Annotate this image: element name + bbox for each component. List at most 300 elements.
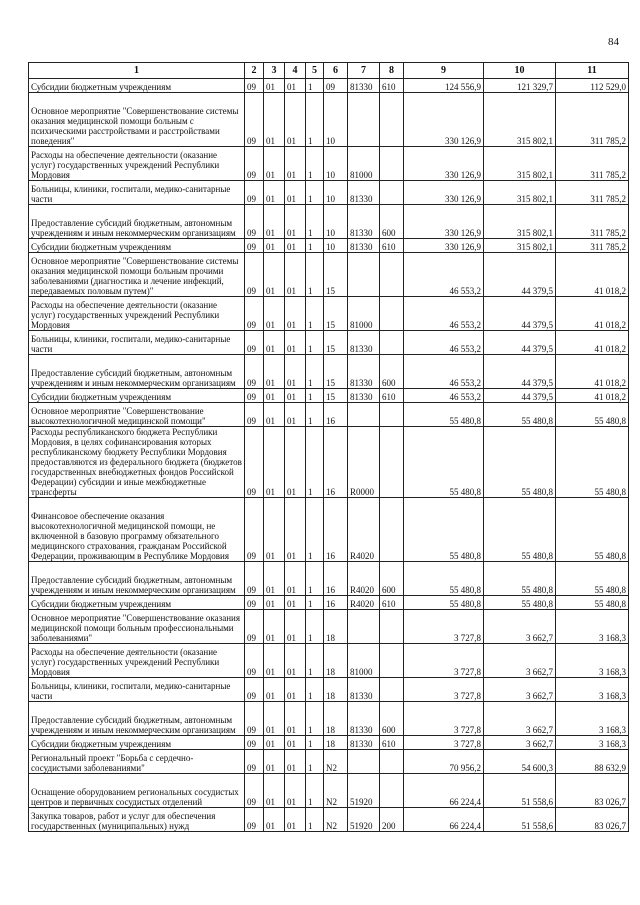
row-target-article bbox=[348, 750, 380, 774]
row-description: Расходы на обеспечение деятельности (оказание услуг) государственных учреждений Республики Мордовия bbox=[29, 644, 245, 678]
table-row bbox=[29, 181, 629, 205]
row-amount-year-1: 66 224,4 bbox=[404, 774, 484, 808]
table-body bbox=[29, 79, 629, 832]
row-subsection: 01 bbox=[285, 702, 306, 736]
row-amount-year-1: 46 553,2 bbox=[404, 297, 484, 331]
row-ministry: 09 bbox=[245, 403, 264, 427]
row-section: 01 bbox=[264, 644, 285, 678]
row-subsection: 01 bbox=[285, 79, 306, 93]
row-section: 01 bbox=[264, 239, 285, 253]
row-amount-year-2: 3 662,7 bbox=[484, 678, 556, 702]
row-amount-year-1: 55 480,8 bbox=[404, 596, 484, 610]
row-target-article: 81330 bbox=[348, 239, 380, 253]
row-target-article bbox=[348, 610, 380, 644]
row-subsection: 01 bbox=[285, 239, 306, 253]
row-target-article: 81330 bbox=[348, 205, 380, 239]
row-amount-year-3: 55 480,8 bbox=[556, 403, 629, 427]
row-amount-year-3: 3 168,3 bbox=[556, 702, 629, 736]
row-ministry: 09 bbox=[245, 93, 264, 147]
row-expense-type: 200 bbox=[380, 808, 404, 832]
row-target-article: 81330 bbox=[348, 79, 380, 93]
row-ministry: 09 bbox=[245, 736, 264, 750]
row-ministry: 09 bbox=[245, 389, 264, 403]
row-ministry: 09 bbox=[245, 355, 264, 389]
row-program: 1 bbox=[306, 427, 324, 498]
row-program: 1 bbox=[306, 355, 324, 389]
row-ministry: 09 bbox=[245, 702, 264, 736]
row-program: 1 bbox=[306, 678, 324, 702]
row-amount-year-2: 315 802,1 bbox=[484, 239, 556, 253]
row-subsection: 01 bbox=[285, 736, 306, 750]
row-amount-year-3: 311 785,2 bbox=[556, 239, 629, 253]
budget-table bbox=[28, 62, 629, 832]
row-target-article: R0000 bbox=[348, 427, 380, 498]
row-section: 01 bbox=[264, 297, 285, 331]
row-program: 1 bbox=[306, 93, 324, 147]
table-row bbox=[29, 427, 629, 498]
row-target-article bbox=[348, 253, 380, 297]
row-target-article: 81330 bbox=[348, 678, 380, 702]
row-amount-year-2: 3 662,7 bbox=[484, 702, 556, 736]
row-amount-year-2: 3 662,7 bbox=[484, 644, 556, 678]
row-amount-year-2: 3 662,7 bbox=[484, 736, 556, 750]
table-row bbox=[29, 403, 629, 427]
row-description: Оснащение оборудованием региональных сосудистых центров и первичных сосудистых отделений bbox=[29, 774, 245, 808]
row-expense-type bbox=[380, 181, 404, 205]
row-description: Субсидии бюджетным учреждениям bbox=[29, 596, 245, 610]
row-subsection: 01 bbox=[285, 774, 306, 808]
row-expense-type bbox=[380, 774, 404, 808]
row-expense-type bbox=[380, 498, 404, 562]
row-subsection: 01 bbox=[285, 562, 306, 596]
column-header-3: 3 bbox=[264, 63, 285, 79]
row-amount-year-3: 41 018,2 bbox=[556, 355, 629, 389]
row-program: 1 bbox=[306, 147, 324, 181]
row-ministry: 09 bbox=[245, 79, 264, 93]
row-description: Региональный проект "Борьба с сердечно-сосудистыми заболеваниями" bbox=[29, 750, 245, 774]
table-row bbox=[29, 702, 629, 736]
column-header-9: 9 bbox=[404, 63, 484, 79]
row-program: 1 bbox=[306, 610, 324, 644]
table-row bbox=[29, 678, 629, 702]
row-amount-year-1: 55 480,8 bbox=[404, 403, 484, 427]
row-subprogram: 10 bbox=[324, 181, 348, 205]
row-expense-type: 610 bbox=[380, 736, 404, 750]
row-amount-year-1: 3 727,8 bbox=[404, 702, 484, 736]
row-subprogram: 16 bbox=[324, 562, 348, 596]
row-section: 01 bbox=[264, 610, 285, 644]
row-amount-year-2: 44 379,5 bbox=[484, 389, 556, 403]
row-description: Основное мероприятие "Совершенствование оказания медицинской помощи больным профессиональными заболеваниями" bbox=[29, 610, 245, 644]
column-header-5: 5 bbox=[306, 63, 324, 79]
row-expense-type: 610 bbox=[380, 239, 404, 253]
row-subprogram: 18 bbox=[324, 678, 348, 702]
row-program: 1 bbox=[306, 239, 324, 253]
row-program: 1 bbox=[306, 389, 324, 403]
row-expense-type: 600 bbox=[380, 562, 404, 596]
row-section: 01 bbox=[264, 331, 285, 355]
row-target-article: 51920 bbox=[348, 774, 380, 808]
row-ministry: 09 bbox=[245, 808, 264, 832]
row-description: Больницы, клиники, госпитали, медико-санитарные части bbox=[29, 181, 245, 205]
row-ministry: 09 bbox=[245, 205, 264, 239]
row-amount-year-1: 46 553,2 bbox=[404, 355, 484, 389]
row-amount-year-3: 41 018,2 bbox=[556, 331, 629, 355]
row-ministry: 09 bbox=[245, 562, 264, 596]
row-subsection: 01 bbox=[285, 147, 306, 181]
row-ministry: 09 bbox=[245, 610, 264, 644]
row-target-article bbox=[348, 93, 380, 147]
row-section: 01 bbox=[264, 498, 285, 562]
row-program: 1 bbox=[306, 403, 324, 427]
row-subsection: 01 bbox=[285, 596, 306, 610]
row-expense-type bbox=[380, 297, 404, 331]
row-amount-year-1: 124 556,9 bbox=[404, 79, 484, 93]
row-amount-year-3: 112 529,0 bbox=[556, 79, 629, 93]
row-subprogram: 18 bbox=[324, 610, 348, 644]
row-subsection: 01 bbox=[285, 331, 306, 355]
row-amount-year-3: 83 026,7 bbox=[556, 808, 629, 832]
row-target-article: R4020 bbox=[348, 596, 380, 610]
row-amount-year-3: 88 632,9 bbox=[556, 750, 629, 774]
table-row bbox=[29, 93, 629, 147]
table-row bbox=[29, 736, 629, 750]
row-amount-year-3: 83 026,7 bbox=[556, 774, 629, 808]
row-subsection: 01 bbox=[285, 181, 306, 205]
row-description: Основное мероприятие "Совершенствование высокотехнологичной медицинской помощи" bbox=[29, 403, 245, 427]
row-expense-type bbox=[380, 644, 404, 678]
row-description: Предоставление субсидий бюджетным, автономным учреждениям и иным некоммерческим организациям bbox=[29, 355, 245, 389]
row-program: 1 bbox=[306, 774, 324, 808]
header-row bbox=[29, 63, 629, 79]
row-amount-year-3: 55 480,8 bbox=[556, 596, 629, 610]
row-amount-year-2: 55 480,8 bbox=[484, 596, 556, 610]
row-section: 01 bbox=[264, 702, 285, 736]
row-section: 01 bbox=[264, 562, 285, 596]
row-subsection: 01 bbox=[285, 355, 306, 389]
page-number: 84 bbox=[608, 36, 619, 48]
row-amount-year-1: 46 553,2 bbox=[404, 389, 484, 403]
row-amount-year-1: 70 956,2 bbox=[404, 750, 484, 774]
row-target-article: 81000 bbox=[348, 147, 380, 181]
row-subsection: 01 bbox=[285, 498, 306, 562]
column-header-7: 7 bbox=[348, 63, 380, 79]
row-ministry: 09 bbox=[245, 331, 264, 355]
row-subprogram: N2 bbox=[324, 808, 348, 832]
row-subsection: 01 bbox=[285, 93, 306, 147]
row-subprogram: 18 bbox=[324, 702, 348, 736]
row-program: 1 bbox=[306, 596, 324, 610]
row-description: Субсидии бюджетным учреждениям bbox=[29, 736, 245, 750]
row-section: 01 bbox=[264, 403, 285, 427]
row-ministry: 09 bbox=[245, 147, 264, 181]
row-subsection: 01 bbox=[285, 610, 306, 644]
column-header-1: 1 bbox=[29, 63, 245, 79]
row-amount-year-1: 330 126,9 bbox=[404, 93, 484, 147]
row-expense-type: 600 bbox=[380, 702, 404, 736]
row-amount-year-1: 55 480,8 bbox=[404, 427, 484, 498]
row-section: 01 bbox=[264, 774, 285, 808]
row-expense-type bbox=[380, 610, 404, 644]
row-ministry: 09 bbox=[245, 253, 264, 297]
row-subprogram: 16 bbox=[324, 596, 348, 610]
row-expense-type bbox=[380, 403, 404, 427]
row-amount-year-1: 55 480,8 bbox=[404, 498, 484, 562]
row-amount-year-1: 330 126,9 bbox=[404, 205, 484, 239]
row-program: 1 bbox=[306, 181, 324, 205]
table-row bbox=[29, 596, 629, 610]
row-description: Субсидии бюджетным учреждениям bbox=[29, 389, 245, 403]
row-description: Основное мероприятие "Совершенствование системы оказания медицинской помощи больным прочими заболеваниями (диагностика и лечение инфекций, передаваемых половым путем)" bbox=[29, 253, 245, 297]
row-amount-year-1: 55 480,8 bbox=[404, 562, 484, 596]
table-row bbox=[29, 498, 629, 562]
row-amount-year-2: 51 558,6 bbox=[484, 774, 556, 808]
row-subprogram: 15 bbox=[324, 297, 348, 331]
row-amount-year-2: 315 802,1 bbox=[484, 93, 556, 147]
row-ministry: 09 bbox=[245, 297, 264, 331]
row-target-article: 81330 bbox=[348, 702, 380, 736]
row-expense-type: 610 bbox=[380, 389, 404, 403]
row-subprogram: 10 bbox=[324, 93, 348, 147]
row-subsection: 01 bbox=[285, 253, 306, 297]
row-expense-type bbox=[380, 253, 404, 297]
row-amount-year-2: 3 662,7 bbox=[484, 610, 556, 644]
row-amount-year-3: 311 785,2 bbox=[556, 205, 629, 239]
row-amount-year-1: 3 727,8 bbox=[404, 610, 484, 644]
row-subprogram: 15 bbox=[324, 355, 348, 389]
row-subsection: 01 bbox=[285, 205, 306, 239]
row-section: 01 bbox=[264, 181, 285, 205]
row-ministry: 09 bbox=[245, 644, 264, 678]
row-amount-year-1: 66 224,4 bbox=[404, 808, 484, 832]
row-section: 01 bbox=[264, 205, 285, 239]
column-header-8: 8 bbox=[380, 63, 404, 79]
row-amount-year-2: 55 480,8 bbox=[484, 498, 556, 562]
row-description: Предоставление субсидий бюджетным, автономным учреждениям и иным некоммерческим организациям bbox=[29, 205, 245, 239]
row-expense-type: 610 bbox=[380, 596, 404, 610]
table-row bbox=[29, 205, 629, 239]
row-section: 01 bbox=[264, 147, 285, 181]
row-subprogram: N2 bbox=[324, 774, 348, 808]
row-description: Расходы на обеспечение деятельности (оказание услуг) государственных учреждений Республики Мордовия bbox=[29, 147, 245, 181]
row-description: Предоставление субсидий бюджетным, автономным учреждениям и иным некоммерческим организациям bbox=[29, 562, 245, 596]
table-row bbox=[29, 147, 629, 181]
row-amount-year-2: 55 480,8 bbox=[484, 427, 556, 498]
row-amount-year-3: 311 785,2 bbox=[556, 147, 629, 181]
row-target-article bbox=[348, 403, 380, 427]
row-description: Предоставление субсидий бюджетным, автономным учреждениям и иным некоммерческим организациям bbox=[29, 702, 245, 736]
row-amount-year-1: 46 553,2 bbox=[404, 253, 484, 297]
row-subprogram: 16 bbox=[324, 403, 348, 427]
row-program: 1 bbox=[306, 498, 324, 562]
row-subsection: 01 bbox=[285, 427, 306, 498]
row-subprogram: 15 bbox=[324, 389, 348, 403]
row-amount-year-3: 311 785,2 bbox=[556, 181, 629, 205]
row-ministry: 09 bbox=[245, 596, 264, 610]
row-amount-year-2: 315 802,1 bbox=[484, 205, 556, 239]
table-row bbox=[29, 389, 629, 403]
row-amount-year-3: 3 168,3 bbox=[556, 736, 629, 750]
row-target-article: 81330 bbox=[348, 355, 380, 389]
row-amount-year-1: 3 727,8 bbox=[404, 678, 484, 702]
row-amount-year-2: 51 558,6 bbox=[484, 808, 556, 832]
row-subprogram: 10 bbox=[324, 205, 348, 239]
row-subprogram: 15 bbox=[324, 253, 348, 297]
table-row bbox=[29, 355, 629, 389]
row-description: Больницы, клиники, госпитали, медико-санитарные части bbox=[29, 331, 245, 355]
row-program: 1 bbox=[306, 808, 324, 832]
row-subprogram: 18 bbox=[324, 644, 348, 678]
row-subprogram: N2 bbox=[324, 750, 348, 774]
row-amount-year-1: 330 126,9 bbox=[404, 181, 484, 205]
row-expense-type bbox=[380, 678, 404, 702]
table-row bbox=[29, 644, 629, 678]
row-subsection: 01 bbox=[285, 808, 306, 832]
row-expense-type bbox=[380, 331, 404, 355]
row-program: 1 bbox=[306, 297, 324, 331]
row-amount-year-1: 3 727,8 bbox=[404, 644, 484, 678]
row-description: Закупка товаров, работ и услуг для обеспечения государственных (муниципальных) нужд bbox=[29, 808, 245, 832]
table-row bbox=[29, 750, 629, 774]
row-section: 01 bbox=[264, 678, 285, 702]
row-ministry: 09 bbox=[245, 750, 264, 774]
row-amount-year-1: 330 126,9 bbox=[404, 239, 484, 253]
row-subprogram: 15 bbox=[324, 331, 348, 355]
row-section: 01 bbox=[264, 808, 285, 832]
row-amount-year-2: 55 480,8 bbox=[484, 562, 556, 596]
row-amount-year-1: 46 553,2 bbox=[404, 331, 484, 355]
row-subprogram: 10 bbox=[324, 147, 348, 181]
table-row bbox=[29, 297, 629, 331]
row-expense-type bbox=[380, 147, 404, 181]
row-section: 01 bbox=[264, 355, 285, 389]
row-amount-year-2: 44 379,5 bbox=[484, 253, 556, 297]
row-subprogram: 16 bbox=[324, 498, 348, 562]
row-target-article: 81000 bbox=[348, 644, 380, 678]
row-subprogram: 09 bbox=[324, 79, 348, 93]
row-description: Финансовое обеспечение оказания высокотехнологичной медицинской помощи, не включенной в базовую программу обязательного медицинского страхования, гражданам Российской Федерации, проживающим в Республике Мордовия bbox=[29, 498, 245, 562]
row-target-article: R4020 bbox=[348, 562, 380, 596]
row-program: 1 bbox=[306, 736, 324, 750]
row-subprogram: 18 bbox=[324, 736, 348, 750]
row-ministry: 09 bbox=[245, 427, 264, 498]
row-subsection: 01 bbox=[285, 678, 306, 702]
row-section: 01 bbox=[264, 79, 285, 93]
row-amount-year-3: 55 480,8 bbox=[556, 562, 629, 596]
row-expense-type: 610 bbox=[380, 79, 404, 93]
row-program: 1 bbox=[306, 702, 324, 736]
row-subsection: 01 bbox=[285, 644, 306, 678]
row-amount-year-3: 3 168,3 bbox=[556, 610, 629, 644]
table-row bbox=[29, 253, 629, 297]
row-expense-type bbox=[380, 750, 404, 774]
row-subsection: 01 bbox=[285, 403, 306, 427]
row-section: 01 bbox=[264, 253, 285, 297]
row-program: 1 bbox=[306, 79, 324, 93]
row-expense-type bbox=[380, 93, 404, 147]
table-row bbox=[29, 331, 629, 355]
row-section: 01 bbox=[264, 427, 285, 498]
row-program: 1 bbox=[306, 562, 324, 596]
row-target-article: 81000 bbox=[348, 297, 380, 331]
row-amount-year-3: 41 018,2 bbox=[556, 253, 629, 297]
row-description: Расходы на обеспечение деятельности (оказание услуг) государственных учреждений Республики Мордовия bbox=[29, 297, 245, 331]
row-ministry: 09 bbox=[245, 774, 264, 808]
row-program: 1 bbox=[306, 750, 324, 774]
row-expense-type: 600 bbox=[380, 205, 404, 239]
column-header-6: 6 bbox=[324, 63, 348, 79]
row-subprogram: 16 bbox=[324, 427, 348, 498]
row-amount-year-2: 44 379,5 bbox=[484, 355, 556, 389]
row-amount-year-2: 315 802,1 bbox=[484, 147, 556, 181]
row-target-article: 81330 bbox=[348, 736, 380, 750]
row-amount-year-2: 315 802,1 bbox=[484, 181, 556, 205]
row-amount-year-3: 41 018,2 bbox=[556, 297, 629, 331]
row-program: 1 bbox=[306, 644, 324, 678]
row-amount-year-2: 54 600,3 bbox=[484, 750, 556, 774]
row-section: 01 bbox=[264, 750, 285, 774]
row-section: 01 bbox=[264, 596, 285, 610]
row-amount-year-3: 3 168,3 bbox=[556, 678, 629, 702]
row-program: 1 bbox=[306, 205, 324, 239]
table-row bbox=[29, 774, 629, 808]
row-amount-year-3: 55 480,8 bbox=[556, 498, 629, 562]
column-header-11: 11 bbox=[556, 63, 629, 79]
row-amount-year-2: 44 379,5 bbox=[484, 331, 556, 355]
row-target-article: 81330 bbox=[348, 331, 380, 355]
table-row bbox=[29, 562, 629, 596]
row-subsection: 01 bbox=[285, 750, 306, 774]
row-expense-type bbox=[380, 427, 404, 498]
row-subprogram: 10 bbox=[324, 239, 348, 253]
row-description: Основное мероприятие "Совершенствование системы оказания медицинской помощи больным с психическими расстройствами и расстройствами поведения" bbox=[29, 93, 245, 147]
row-description: Субсидии бюджетным учреждениям bbox=[29, 79, 245, 93]
row-program: 1 bbox=[306, 331, 324, 355]
row-section: 01 bbox=[264, 736, 285, 750]
row-subsection: 01 bbox=[285, 389, 306, 403]
row-target-article: 51920 bbox=[348, 808, 380, 832]
column-header-10: 10 bbox=[484, 63, 556, 79]
row-target-article: 81330 bbox=[348, 389, 380, 403]
row-target-article: R4020 bbox=[348, 498, 380, 562]
row-expense-type: 600 bbox=[380, 355, 404, 389]
row-description: Больницы, клиники, госпитали, медико-санитарные части bbox=[29, 678, 245, 702]
row-section: 01 bbox=[264, 389, 285, 403]
table-row bbox=[29, 610, 629, 644]
row-ministry: 09 bbox=[245, 678, 264, 702]
row-ministry: 09 bbox=[245, 498, 264, 562]
row-amount-year-1: 330 126,9 bbox=[404, 147, 484, 181]
table-row bbox=[29, 79, 629, 93]
row-amount-year-3: 311 785,2 bbox=[556, 93, 629, 147]
row-amount-year-2: 121 329,7 bbox=[484, 79, 556, 93]
table-row bbox=[29, 239, 629, 253]
row-subsection: 01 bbox=[285, 297, 306, 331]
row-description: Расходы республиканского бюджета Республики Мордовия, в целях софинансирования которых республиканскому бюджету Республики Мордовия предоставляются из федерального бюджета (бюджетов государственных внебюджетных фондов Российской Федерации) субсидии и иные межбюджетные трансферты bbox=[29, 427, 245, 498]
row-ministry: 09 bbox=[245, 239, 264, 253]
row-amount-year-3: 41 018,2 bbox=[556, 389, 629, 403]
row-amount-year-3: 3 168,3 bbox=[556, 644, 629, 678]
row-description: Субсидии бюджетным учреждениям bbox=[29, 239, 245, 253]
column-header-4: 4 bbox=[285, 63, 306, 79]
row-section: 01 bbox=[264, 93, 285, 147]
column-header-2: 2 bbox=[245, 63, 264, 79]
row-amount-year-2: 55 480,8 bbox=[484, 403, 556, 427]
row-ministry: 09 bbox=[245, 181, 264, 205]
row-amount-year-1: 3 727,8 bbox=[404, 736, 484, 750]
row-target-article: 81330 bbox=[348, 181, 380, 205]
row-amount-year-2: 44 379,5 bbox=[484, 297, 556, 331]
